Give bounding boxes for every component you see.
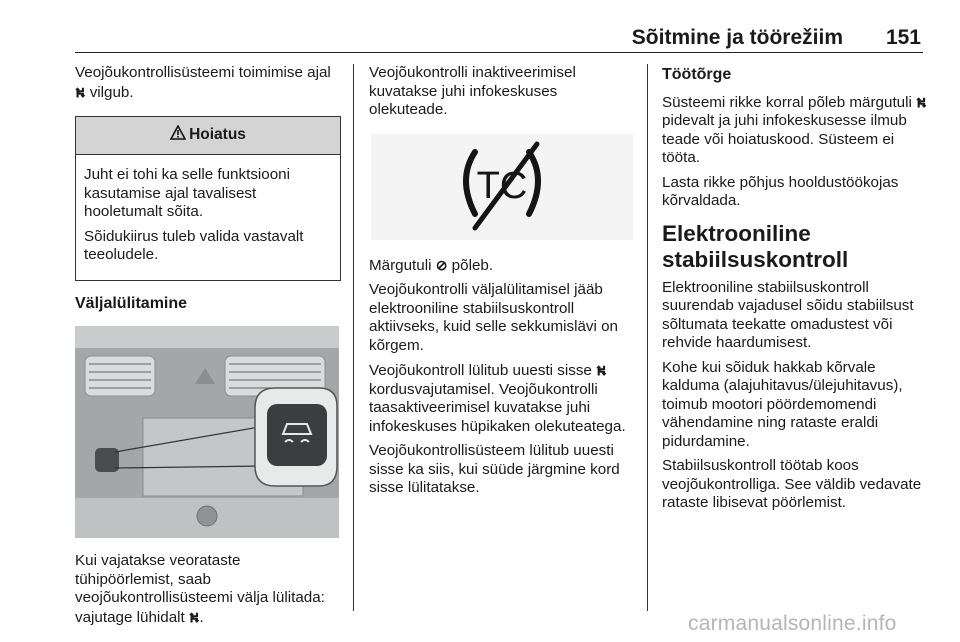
- page-number: 151: [885, 26, 921, 49]
- traction-control-off-icon: ⛕: [189, 608, 200, 625]
- tc-icon-label: TC: [476, 164, 528, 207]
- fault-paragraph: Süsteemi rikke korral põleb märgutuli ⛕ pidevalt ja juhi infokeskusesse ilmub teade või hoiatuskood. Süsteem ei tööta.: [662, 93, 927, 166]
- fault-heading: Töötõrge: [662, 66, 732, 83]
- warning-text-2: Sõidukiirus tuleb valida vastavalt teeoludele.: [84, 227, 304, 263]
- column-1: [75, 64, 341, 633]
- paragraph: Lasta rikke põhjus hooldustöökojas kõrvaldada.: [662, 173, 899, 209]
- column-3: [662, 64, 928, 519]
- paragraph: Kohe kui sõiduk hakkab kõrvale kalduma (alajuhitavus/ülejuhitavus), toimub mootori pöördemomendi vähendamine ning rataste eraldi pidurdamine.: [662, 358, 903, 450]
- esc-heading: Elektrooniline stabiilsuskontroll: [662, 220, 849, 272]
- column-divider: [353, 64, 354, 611]
- traction-control-off-icon: ⛕: [916, 93, 927, 110]
- warning-box: [75, 116, 341, 281]
- paragraph: Elektrooniline stabiilsuskontroll suurendab vajadusel sõidu stabiilsust sõltumata teekatte omadustest või rehvide haardumisest.: [662, 278, 914, 351]
- watermark: carmanualsonline.info: [688, 612, 897, 635]
- column-2: [369, 64, 635, 504]
- traction-control-off-icon: ⛕: [596, 362, 607, 378]
- traction-control-off-icon: ⛕: [75, 83, 86, 100]
- dashboard-photo: [75, 326, 339, 538]
- reactivation-paragraph: Veojõukontroll lülitub uuesti sisse ⛕ kordusvajutamisel. Veojõukontrolli taasaktiveerimisel kuvatakse juhi infokeskuses hüpikaken olekuteatega.: [369, 362, 626, 435]
- indicator-paragraph: Märgutuli ⊘ põleb.: [369, 256, 494, 274]
- page-title: Sõitmine ja töörežiim: [631, 26, 843, 49]
- deactivation-paragraph: Kui vajatakse veorataste tühipöörlemist, saab veojõukontrollisüsteemi välja lülitada: vajutage lühidalt ⛕.: [75, 552, 325, 626]
- column-divider: [647, 64, 648, 611]
- paragraph: Veojõukontrollisüsteem lülitub uuesti sisse ka siis, kui süüde järgmine kord sisse lülitatakse.: [369, 442, 620, 496]
- paragraph: Stabiilsuskontroll töötab koos veojõukontrolliga. See väldib vedavate rataste libisevat pöörlemist.: [662, 457, 922, 511]
- paragraph: Veojõukontrolli inaktiveerimisel kuvatakse juhi infokeskuses olekuteade.: [369, 64, 576, 118]
- tc-off-indicator-icon: [371, 134, 633, 240]
- warning-text-1: Juht ei tohi ka selle funktsiooni kasutamise ajal tavalisest hooletumalt sõita.: [84, 166, 290, 220]
- tc-off-indicator-icon: ⊘: [435, 256, 448, 273]
- section-heading: Väljalülitamine: [75, 294, 188, 312]
- warning-title: Hoiatus: [189, 126, 246, 144]
- intro-paragraph: Veojõukontrollisüsteemi toimimise ajal ⛕ vilgub.: [75, 64, 331, 101]
- warning-header: [76, 117, 340, 155]
- warning-triangle-icon: [170, 125, 186, 146]
- page-header: [75, 26, 923, 53]
- paragraph: Veojõukontrolli väljalülitamisel jääb elektrooniline stabiilsuskontroll aktiivseks, kuid selle sekkumislävi on kõrgem.: [369, 281, 618, 354]
